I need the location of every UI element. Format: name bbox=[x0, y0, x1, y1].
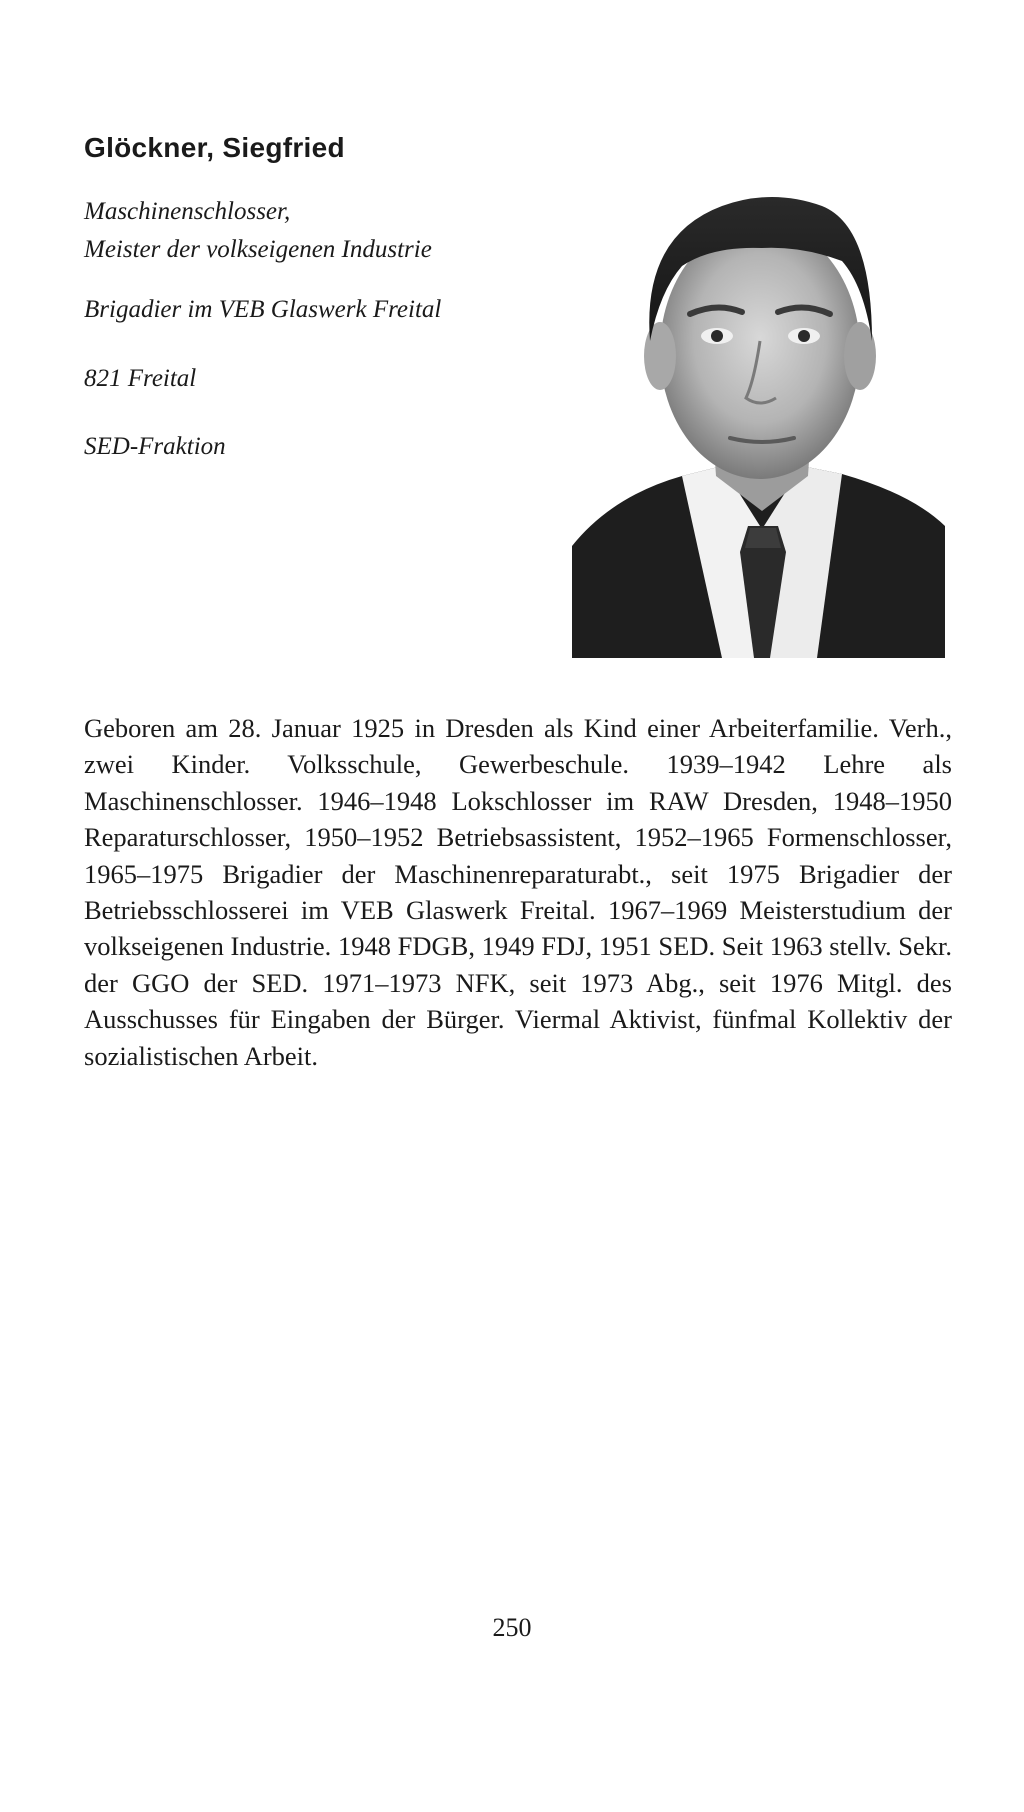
position-line: Brigadier im VEB Glaswerk Freital bbox=[84, 296, 442, 323]
faction-line: SED-Fraktion bbox=[84, 433, 226, 460]
portrait-photo bbox=[572, 176, 945, 658]
occupation-line-2: Meister der volkseigenen Industrie bbox=[84, 236, 432, 263]
person-name: Glöckner, Siegfried bbox=[84, 132, 345, 163]
page-number: 250 bbox=[492, 1613, 532, 1642]
biography-text: Geboren am 28. Januar 1925 in Dresden als Kind einer Arbeiterfamilie. Verh., zwei Kinder. Volksschule, Gewerbeschule. 1939–1942 Lehre als Maschinenschlosser. 1946–1948 Lokschlosser im RAW Dresden, 1948–1950 Reparaturschlosser, 1950–1952 Betriebsassistent, 1952–1965 Formenschlosser, 1965–1975 Brigadier der Maschinenreparaturabt., seit 1975 Brigadier der Betriebsschlosserei im VEB Glaswerk Freital. 1967–1969 Meisterstudium der volkseigenen Industrie. 1948 FDGB, 1949 FDJ, 1951 SED. Seit 1963 stellv. Sekr. der GGO der SED. 1971–1973 NFK, seit 1973 Abg., seit 1976 Mitgl. des Ausschusses für Eingaben der Bürger. Viermal Aktivist, fünfmal Kollektiv der sozialistischen Arbeit. bbox=[84, 713, 952, 1071]
occupation-line-1: Maschinenschlosser, bbox=[84, 198, 291, 225]
location-line: 821 Freital bbox=[84, 365, 197, 392]
